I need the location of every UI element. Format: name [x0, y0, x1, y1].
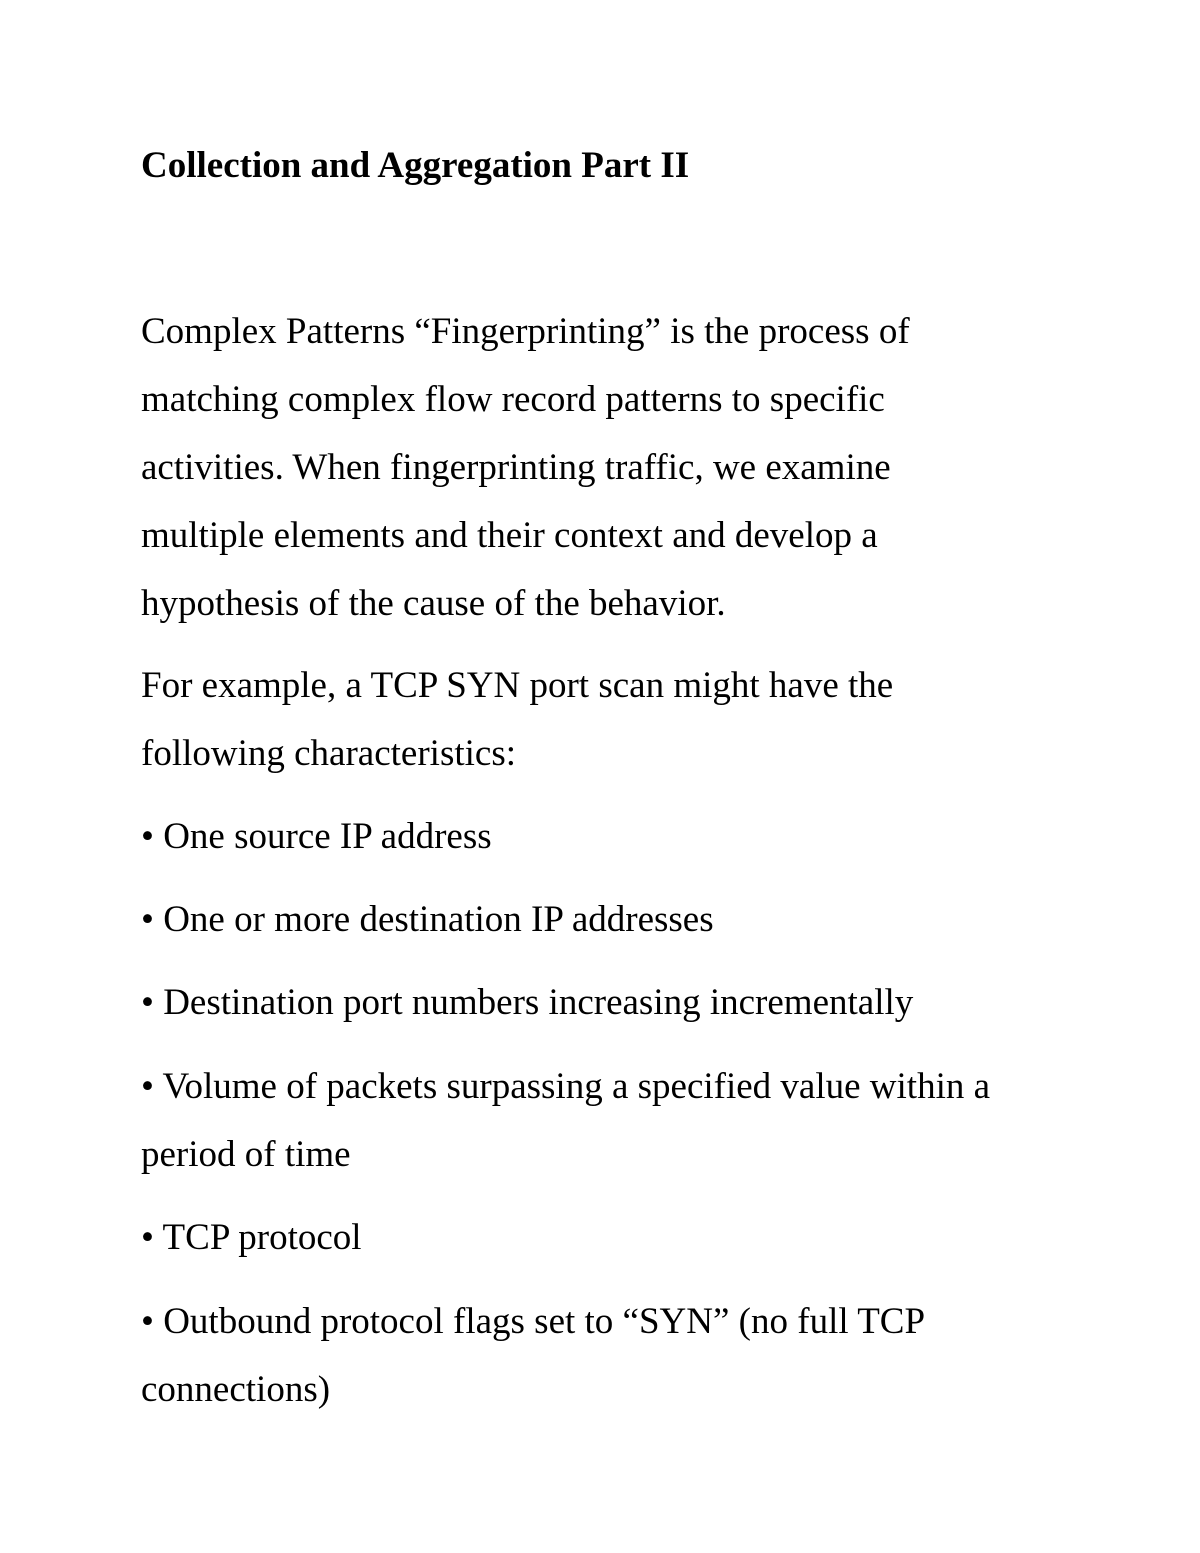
- bullet-item: [141, 1288, 1071, 1424]
- example-paragraph: [141, 652, 1071, 788]
- bullet-item: [141, 1053, 1071, 1189]
- bullet-line: • One or more destination IP addresses: [141, 899, 714, 940]
- bullet-item: [141, 969, 1071, 1037]
- bullet-line: • Volume of packets surpassing a specified value within a: [141, 1066, 991, 1107]
- intro-line: hypothesis of the cause of the behavior.: [141, 583, 726, 624]
- bullet-item: [141, 803, 1071, 871]
- bullet-line: • Destination port numbers increasing incrementally: [141, 982, 914, 1023]
- intro-line: multiple elements and their context and develop a: [141, 515, 878, 556]
- bullet-item: [141, 886, 1071, 954]
- intro-line: activities. When fingerprinting traffic, we examine: [141, 447, 891, 488]
- example-line: following characteristics:: [141, 733, 517, 774]
- intro-line: matching complex flow record patterns to specific: [141, 379, 885, 420]
- bullet-item: [141, 1204, 1071, 1272]
- bullet-line: • TCP protocol: [141, 1217, 362, 1258]
- intro-paragraph: [141, 298, 1071, 638]
- intro-line: Complex Patterns “Fingerprinting” is the process of: [141, 311, 910, 352]
- bullet-line: period of time: [141, 1134, 351, 1175]
- bullet-line: • Outbound protocol flags set to “SYN” (no full TCP: [141, 1301, 926, 1342]
- bullet-line: connections): [141, 1369, 331, 1410]
- page-title: Collection and Aggregation Part II: [141, 145, 690, 186]
- bullet-line: • One source IP address: [141, 816, 492, 857]
- example-line: For example, a TCP SYN port scan might have the: [141, 665, 894, 706]
